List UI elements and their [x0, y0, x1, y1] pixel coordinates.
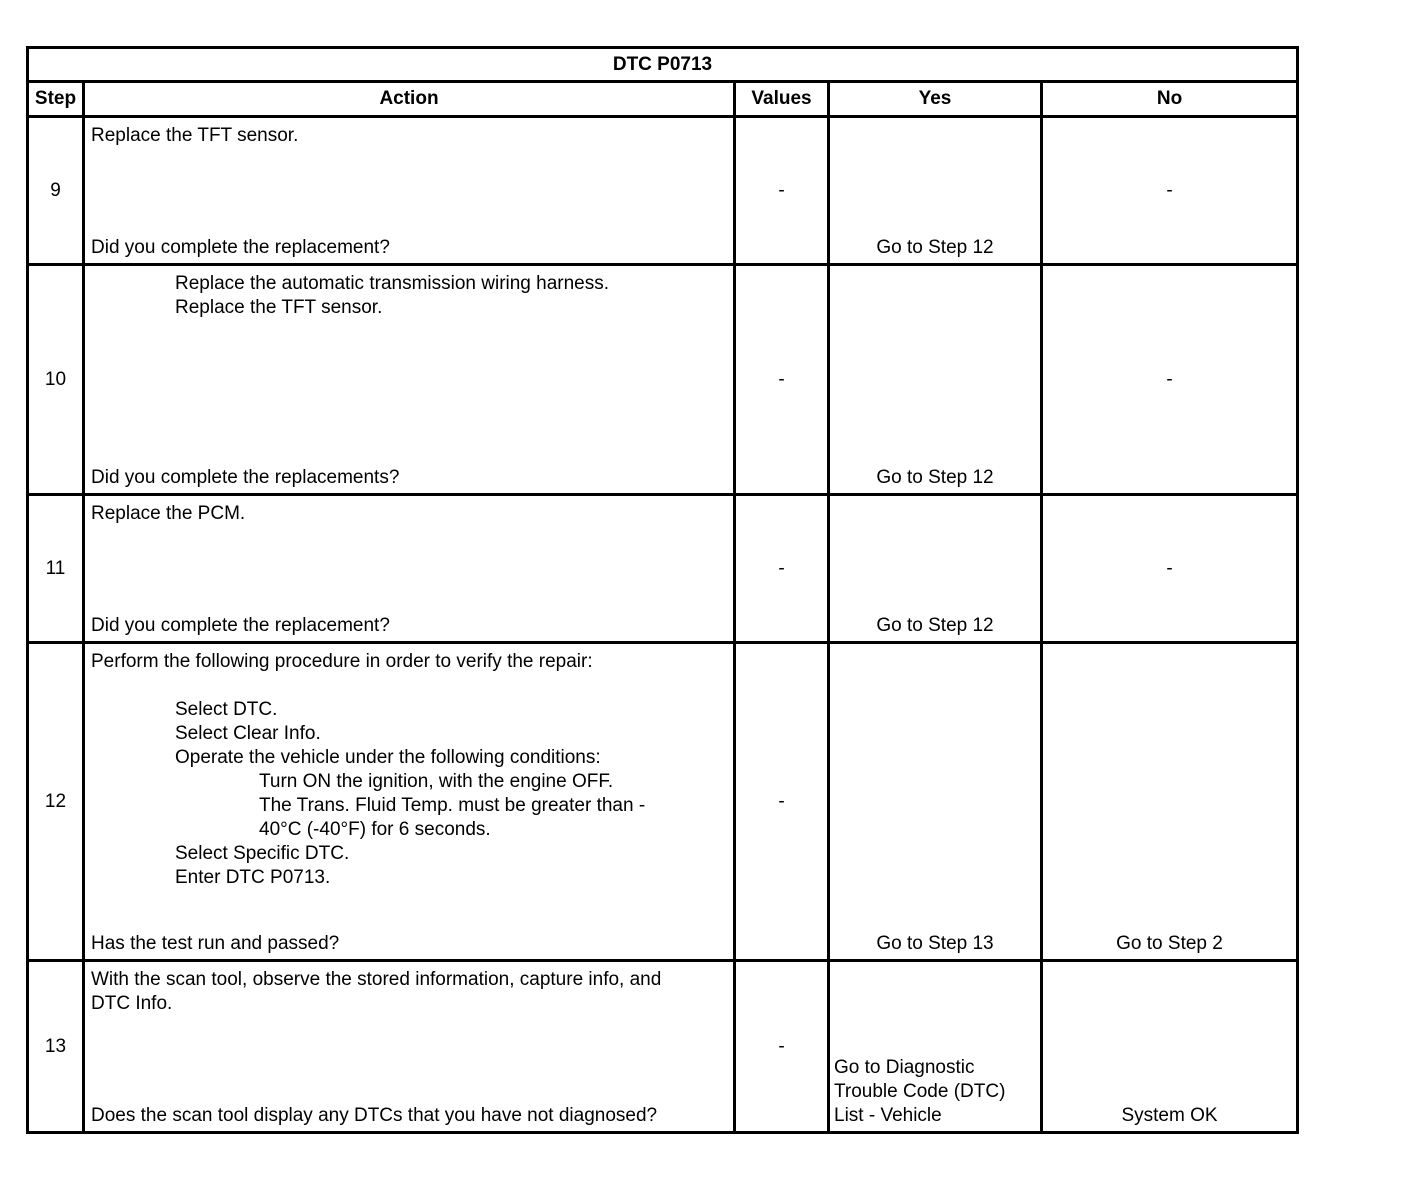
no-cell	[1042, 117, 1298, 265]
action-text: The Trans. Fluid Temp. must be greater than -	[259, 795, 646, 816]
table-row	[28, 265, 1298, 495]
yes-cell	[829, 265, 1042, 495]
no-text: System OK	[1121, 1105, 1218, 1126]
yes-text: Go to Step 12	[876, 467, 994, 488]
no-cell	[1042, 961, 1298, 1133]
action-text: Replace the automatic transmission wiring harness.	[175, 273, 610, 294]
table-row	[28, 643, 1298, 961]
table-row	[28, 495, 1298, 643]
action-cell	[84, 265, 735, 495]
table-title: DTC P0713	[28, 48, 1298, 82]
yes-cell	[829, 643, 1042, 961]
action-text: Replace the TFT sensor.	[175, 297, 383, 318]
yes-cell	[829, 961, 1042, 1133]
action-text: Operate the vehicle under the following conditions:	[175, 747, 601, 768]
header-values: Values	[735, 82, 829, 117]
action-text: Perform the following procedure in order to verify the repair:	[91, 651, 593, 672]
action-text: Select DTC.	[175, 699, 278, 720]
yes-text: Go to Step 12	[876, 237, 994, 258]
action-text: Select Specific DTC.	[175, 843, 350, 864]
action-question: Did you complete the replacements?	[91, 467, 400, 488]
step-number: 12	[28, 643, 84, 961]
no-text: -	[1166, 368, 1173, 390]
yes-text: Go to Step 13	[876, 933, 994, 954]
no-text: -	[1166, 179, 1173, 201]
action-cell	[84, 643, 735, 961]
action-text: Turn ON the ignition, with the engine OFF.	[259, 771, 614, 792]
values-cell: -	[735, 961, 829, 1133]
action-text: With the scan tool, observe the stored information, capture info, and	[91, 969, 662, 990]
action-text: Replace the PCM.	[91, 503, 246, 524]
action-text: Replace the TFT sensor.	[91, 125, 299, 146]
action-question: Did you complete the replacement?	[91, 237, 390, 258]
step-number: 10	[28, 265, 84, 495]
yes-text: Go to Diagnostic	[834, 1057, 975, 1078]
action-question: Has the test run and passed?	[91, 933, 340, 954]
dtc-table	[26, 46, 1299, 1134]
action-text: Enter DTC P0713.	[175, 867, 331, 888]
table-row	[28, 117, 1298, 265]
no-text: -	[1166, 557, 1173, 579]
step-number: 13	[28, 961, 84, 1133]
no-cell	[1042, 643, 1298, 961]
no-cell	[1042, 265, 1298, 495]
values-cell: -	[735, 643, 829, 961]
action-text: Select Clear Info.	[175, 723, 321, 744]
header-yes: Yes	[829, 82, 1042, 117]
action-cell	[84, 117, 735, 265]
header-step: Step	[28, 82, 84, 117]
action-cell	[84, 961, 735, 1133]
action-cell	[84, 495, 735, 643]
step-number: 11	[28, 495, 84, 643]
table-row	[28, 961, 1298, 1133]
values-cell: -	[735, 495, 829, 643]
action-question: Does the scan tool display any DTCs that you have not diagnosed?	[91, 1105, 658, 1126]
yes-text: Trouble Code (DTC)	[834, 1081, 1006, 1102]
yes-text: Go to Step 12	[876, 615, 994, 636]
yes-text: List - Vehicle	[834, 1105, 942, 1126]
values-cell: -	[735, 117, 829, 265]
action-question: Did you complete the replacement?	[91, 615, 390, 636]
yes-cell	[829, 495, 1042, 643]
step-number: 9	[28, 117, 84, 265]
yes-cell	[829, 117, 1042, 265]
no-cell	[1042, 495, 1298, 643]
no-text: Go to Step 2	[1116, 933, 1223, 954]
values-cell: -	[735, 265, 829, 495]
header-action: Action	[84, 82, 735, 117]
action-text: DTC Info.	[91, 993, 173, 1014]
action-text: 40°C (-40°F) for 6 seconds.	[259, 819, 491, 840]
header-no: No	[1042, 82, 1298, 117]
